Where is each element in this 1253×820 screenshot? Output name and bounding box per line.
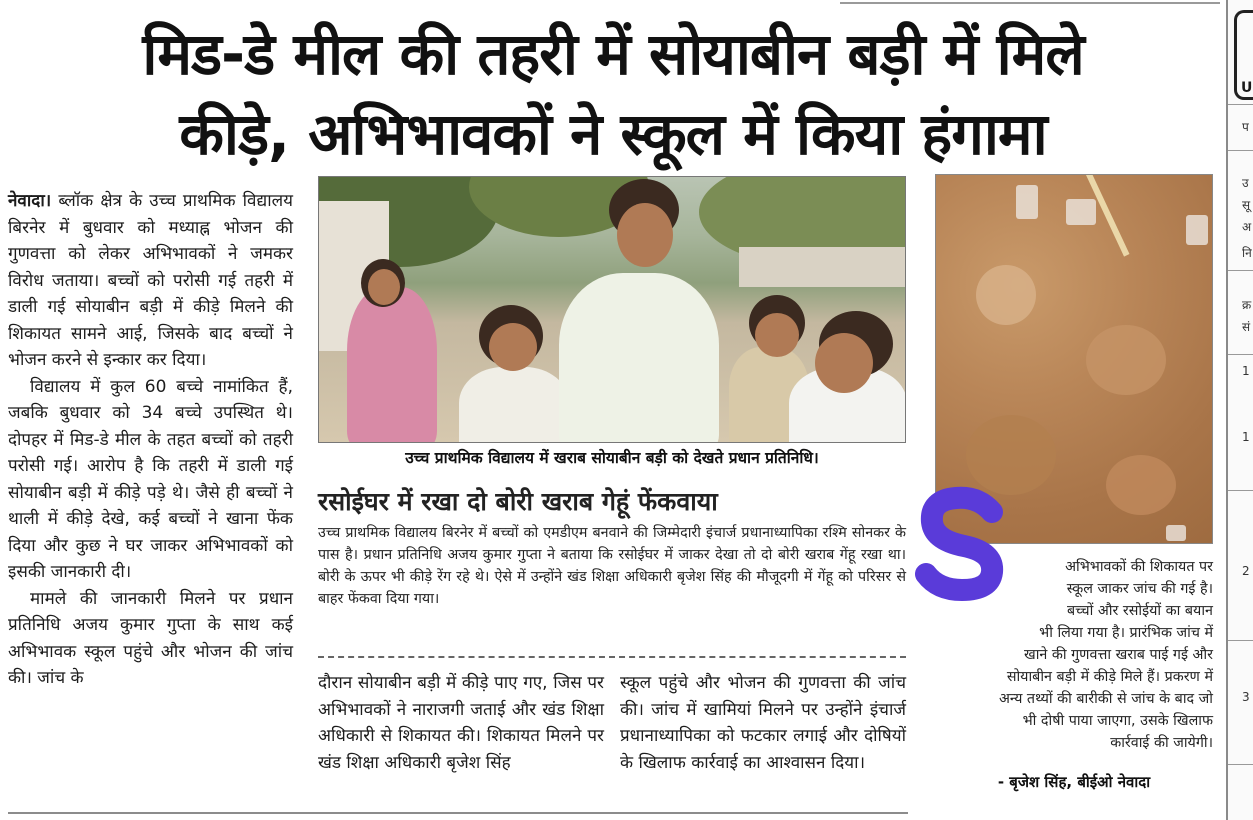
- strip-char: अ: [1242, 220, 1252, 234]
- article-paragraph-2: विद्यालय में कुल 60 बच्चे नामांकित हैं, जबकि बुधवार को 34 बच्चे उपस्थित थे। दोपहर में मिड-डे मील के तहत बच्चों को तहरी परोसी गई। आरोप है कि तहरी में डाली गई सोयाबीन बड़ी में कीड़े पड़े थे। जैसे ही बच्चों ने थाली में कीड़े देखे, कई बच्चों ने खाना फेंक दिया और कुछ ने घर जाकर अभिभावकों को इसकी जानकारी दी।: [8, 376, 293, 582]
- strip-char: नि: [1242, 246, 1252, 260]
- strip-rule: [1228, 354, 1253, 355]
- sidebar-body: उच्च प्राथमिक विद्यालय बिरनेर में बच्चों को एमडीएम बनवाने की जिम्मेदारी इंचार्ज प्रधानाध्यापिका रश्मि सोनकर के पास है। प्रधान प्रतिनिधि अजय कुमार गुप्ता ने बताया कि रसोईघर में जाकर देखा तो दो बोरी खराब गेंहू रखा था। बोरी के ऊपर भी कीड़े रेंग रहे थे। ऐसे में उन्होंने खंड शिक्षा अधिकारी बृजेश सिंह की मौजूदगी में गेंहू को परिसर से बाहर फेंकवा दिया गया।: [318, 525, 906, 607]
- strip-char: क्र: [1242, 298, 1252, 312]
- headline-line-1: मिड-डे मील की तहरी में सोयाबीन बड़ी में मिले: [142, 20, 1084, 88]
- article-paragraph-1: [8, 188, 293, 374]
- quote-line: अन्य तथ्यों की बारीकी से जांच के बाद जो: [998, 691, 1213, 707]
- photo-caption: उच्च प्राथमिक विद्यालय में खराब सोयाबीन बड़ी को देखते प्रधान प्रतिनिधि।: [405, 449, 819, 467]
- photo-face: [489, 323, 537, 371]
- strip-rule: [1228, 490, 1253, 491]
- quote-line: अभिभावकों की शिकायत पर: [1065, 559, 1213, 575]
- photo-wall: [739, 247, 906, 287]
- quote-line: कार्रवाई की जायेगी।: [1110, 735, 1213, 751]
- strip-char: प: [1242, 120, 1249, 134]
- quote-line: सोयाबीन बड़ी में कीड़े मिले हैं। प्रकरण में: [1006, 669, 1213, 685]
- strip-char: उ: [1242, 176, 1249, 190]
- adjacent-page-strip: [1226, 0, 1253, 820]
- quote-line: खाने की गुणवत्ता खराब पाई गई और: [1024, 647, 1213, 663]
- article-left-column: [8, 188, 293, 692]
- dateline: नेवादा।: [8, 191, 52, 211]
- photo-chip: [1016, 185, 1038, 219]
- strip-rule: [1228, 270, 1253, 271]
- strip-char: 3: [1242, 690, 1250, 704]
- boy-figure: [459, 367, 569, 443]
- dashed-divider: [318, 656, 906, 658]
- quote-attribution: - बृजेश सिंह, बीईओ नेवादा: [997, 773, 1151, 791]
- girl-figure: [347, 287, 437, 443]
- photo-grain: [966, 415, 1056, 495]
- photo-grain: [976, 265, 1036, 325]
- headline: [8, 14, 1218, 174]
- photo-face: [815, 333, 873, 393]
- strip-rule: [1228, 104, 1253, 105]
- strip-char: 1: [1242, 430, 1250, 444]
- strip-rule: [1228, 150, 1253, 151]
- headline-line-2: कीड़े, अभिभावकों ने स्कूल में किया हंगामा: [179, 100, 1047, 168]
- article-middle-column-1: दौरान सोयाबीन बड़ी में कीड़े पाए गए, जिस पर अभिभावकों ने नाराजगी जताई और खंड शिक्षा अधिकारी से शिकायत की। शिकायत मिलने पर खंड शिक्षा अधिकारी बृजेश सिंह: [318, 673, 604, 773]
- strip-char: 2: [1242, 564, 1250, 578]
- photo-grain: [1106, 455, 1176, 515]
- strip-rule: [1228, 764, 1253, 765]
- strip-letter: U: [1241, 80, 1253, 96]
- photo-face: [755, 313, 799, 357]
- strip-char: सू: [1242, 198, 1251, 212]
- photo-chip: [1186, 215, 1208, 245]
- sidebar-subhead: रसोईघर में रखा दो बोरी खराब गेहूं फेंकवाया: [318, 487, 718, 516]
- quote-line: भी लिया गया है। प्रारंभिक जांच में: [1039, 625, 1213, 641]
- official-quote: [935, 556, 1213, 754]
- photo-chip: [1066, 199, 1096, 225]
- strip-char: 1: [1242, 364, 1250, 378]
- article-paragraph-1-text: ब्लॉक क्षेत्र के उच्च प्राथमिक विद्यालय बिरनेर में बुधवार को मध्याह्न भोजन की गुणवत्ता को लेकर अभिभावकों ने जमकर विरोध जताया। बच्चों को परोसी गई तहरी में डाली गई सोयाबीन बड़ी में कीड़े मिलने की शिकायत सामने आई, जिसके बाद बच्चों ने भोजन करने से इन्कार कर दिया।: [8, 191, 293, 370]
- photo-chip: [1166, 525, 1186, 541]
- quote-line: स्कूल जाकर जांच की गई है।: [1066, 581, 1213, 597]
- strip-char: सं: [1242, 320, 1251, 334]
- man-figure: [559, 273, 719, 443]
- main-photo: [318, 176, 906, 443]
- photo-grain: [1086, 325, 1166, 395]
- top-rule: [840, 2, 1220, 4]
- photo-face: [617, 203, 673, 267]
- bottom-rule: [8, 812, 908, 814]
- article-paragraph-3: मामले की जानकारी मिलने पर प्रधान प्रतिनिधि अजय कुमार गुप्ता के साथ कई अभिभावक स्कूल पहुंचे और भोजन की जांच की। जांच के: [8, 588, 293, 688]
- quote-line: भी दोषी पाया जाएगा, उसके खिलाफ: [1022, 713, 1213, 729]
- article-middle-column-2: स्कूल पहुंचे और भोजन की गुणवत्ता की जांच की। जांच में खामियां मिलने पर उन्होंने इंचार्ज प्रधानाध्यापिका को फटकार लगाई और दोषियों के खिलाफ कार्रवाई का आश्वासन दिया।: [620, 673, 906, 773]
- strip-rule: [1228, 640, 1253, 641]
- photo-face: [368, 269, 400, 305]
- quote-line: बच्चों और रसोईयों का बयान: [1067, 603, 1213, 619]
